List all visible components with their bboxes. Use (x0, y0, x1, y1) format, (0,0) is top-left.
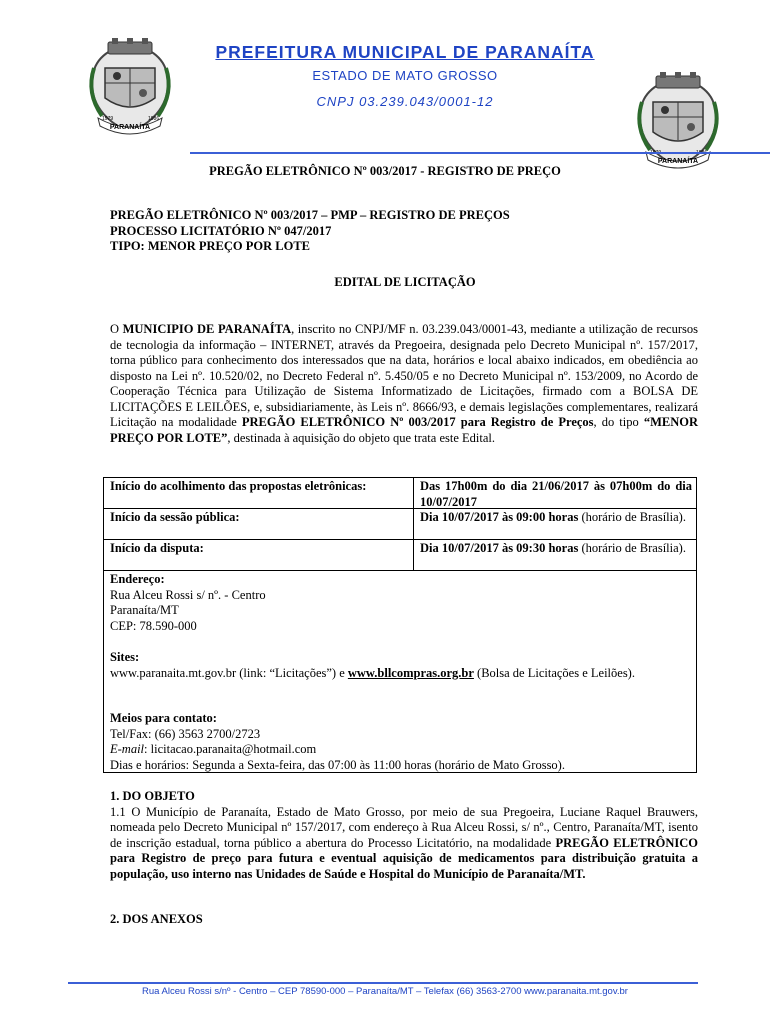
intro-block (110, 208, 510, 255)
municipal-seal-left (80, 38, 180, 138)
table-value-disputa (420, 541, 692, 557)
objeto-paragraph (110, 805, 698, 883)
table-row-divider (103, 539, 697, 540)
anexos-heading: 2. DOS ANEXOS (110, 912, 203, 926)
contact-hours: Dias e horários: Segunda a Sexta-feira, das 07:00 às 11:00 horas (horário de Mato Grosso). (110, 757, 565, 772)
svg-text:1986: 1986 (148, 116, 160, 122)
address-city: Paranaíta/MT (110, 603, 179, 617)
contact-block (110, 711, 695, 773)
section-objeto (110, 789, 698, 882)
intro-line-3: TIPO: MENOR PREÇO POR LOTE (110, 239, 311, 253)
objeto-text: 1.1 O Município de Paranaíta, Estado de Mato Grosso, por meio de sua Pregoeira, Luciane Raquel Brauwers, nomeada pelo Decreto Municipal nº 157/2017, com endereço à Rua Alceu Rossi, s/ nº., Centro, Paranaíta/MT, isento de inscrição estadual, torna público a abertura do Processo Licitatório, na modalidade (110, 804, 698, 850)
table-column-divider (413, 477, 414, 571)
contact-label: Meios para contato: (110, 711, 217, 725)
paragraph-text: O (110, 322, 123, 336)
intro-line-1: PREGÃO ELETRÔNICO Nº 003/2017 – PMP – REGISTRO DE PREÇOS (110, 208, 510, 222)
table-value-bold: Dia 10/07/2017 às 09:00 horas (420, 510, 579, 524)
address-cep: CEP: 78.590-000 (110, 618, 197, 633)
table-label-propostas: Início do acolhimento das propostas eletrônicas: (110, 479, 367, 493)
svg-text:1979: 1979 (102, 116, 114, 122)
sites-label: Sites: (110, 650, 140, 664)
municipal-seal-right (628, 72, 728, 172)
header-state: ESTADO DE MATO GROSSO (312, 68, 498, 83)
objeto-heading: 1. DO OBJETO (110, 789, 195, 803)
header-title: PREFEITURA MUNICIPAL DE PARANAÍTA (215, 42, 595, 62)
address-label: Endereço: (110, 572, 165, 586)
svg-text:PARANAÍTA: PARANAÍTA (109, 124, 151, 131)
paragraph-text: , inscrito no CNPJ/MF n. 03.239.043/0001-43, mediante a utilização de recursos de tecnologia da informação – INTERNET, através da Pregoeira, designada pelo Decreto Municipal nº. 157/2017, torna público para conhecimento dos interessados que na data, horários e local abaixo indicados, em obediência ao disposto na Lei nº. 10.520/02, no Decreto Federal nº. 5.450/05 e no Decreto Municipal nº. 153/2009, no Acordo de Cooperação Técnica para Utilização de Sistema Informatizado de Licitações, firmado com a BOLSA DE LICITAÇÕES E LEILÕES, e, subsidiariamente, às Leis nº. 8666/93, e demais legislações complementares, realizará Licitação na modalidade (110, 322, 698, 429)
contact-email (110, 742, 695, 758)
edital-title: EDITAL DE LICITAÇÃO (334, 275, 476, 289)
address-street: Rua Alceu Rossi s/ nº. - Centro (110, 587, 266, 602)
paragraph-bold: MUNICIPIO DE PARANAÍTA (122, 322, 292, 336)
table-row-divider (103, 570, 697, 571)
table-label-sessao: Início da sessão pública: (110, 510, 240, 524)
header-divider (190, 152, 770, 154)
address-block (110, 572, 690, 634)
table-label-disputa: Início da disputa: (110, 541, 204, 555)
contact-email-label: E-mail (110, 742, 145, 756)
paragraph-bold: PREGÃO ELETRÔNICO Nº 003/2017 para Registro de Preços (241, 415, 594, 429)
svg-text:PARANAÍTA: PARANAÍTA (657, 158, 699, 165)
table-value-bold: Dia 10/07/2017 às 09:30 horas (420, 541, 579, 555)
table-value-sessao (420, 510, 692, 526)
paragraph-text: , do tipo (593, 415, 644, 429)
sites-text-a: www.paranaita.mt.gov.br (link: “Licitações”) e (110, 665, 348, 680)
sites-text-b: (Bolsa de Licitações e Leilões). (473, 665, 635, 680)
sites-text (110, 666, 690, 682)
footer-address: Rua Alceu Rossi s/nº - Centro – CEP 78590-000 – Paranaíta/MT – Telefax (66) 3563-2700 www.paranaita.mt.gov.br (142, 986, 628, 997)
table-value-bold: Das 17h00m do dia 21/06/2017 às 07h00m do dia 10/07/2017 (420, 479, 692, 509)
table-value-text: (horário de Brasília). (578, 510, 686, 524)
objeto-bold: PREGÃO ELETRÔNICO para Registro de preço para futura e eventual aquisição de medicamentos para distribuição gratuita a população, uso interno nas Unidades de Saúde e Hospital do Município de Paranaíta/MT. (110, 835, 698, 881)
contact-email-value: : licitacao.paranaita@hotmail.com (144, 742, 317, 756)
document-title: PREGÃO ELETRÔNICO Nº 003/2017 - REGISTRO DE PREÇO (209, 164, 561, 178)
table-value-text: (horário de Brasília). (578, 541, 686, 555)
paragraph-bold: “MENOR PREÇO POR LOTE” (110, 415, 699, 445)
intro-paragraph (110, 322, 698, 446)
paragraph-text: , destinada à aquisição do objeto que trata este Edital. (227, 430, 495, 445)
bllcompras-link[interactable]: www.bllcompras.org.br (347, 665, 474, 680)
table-value-propostas (420, 479, 692, 510)
intro-line-2: PROCESSO LICITATÓRIO Nº 047/2017 (110, 223, 332, 238)
contact-phone: Tel/Fax: (66) 3563 2700/2723 (110, 726, 261, 741)
header-cnpj: CNPJ 03.239.043/0001-12 (316, 94, 494, 109)
sites-block (110, 650, 690, 681)
footer-divider (68, 982, 698, 984)
